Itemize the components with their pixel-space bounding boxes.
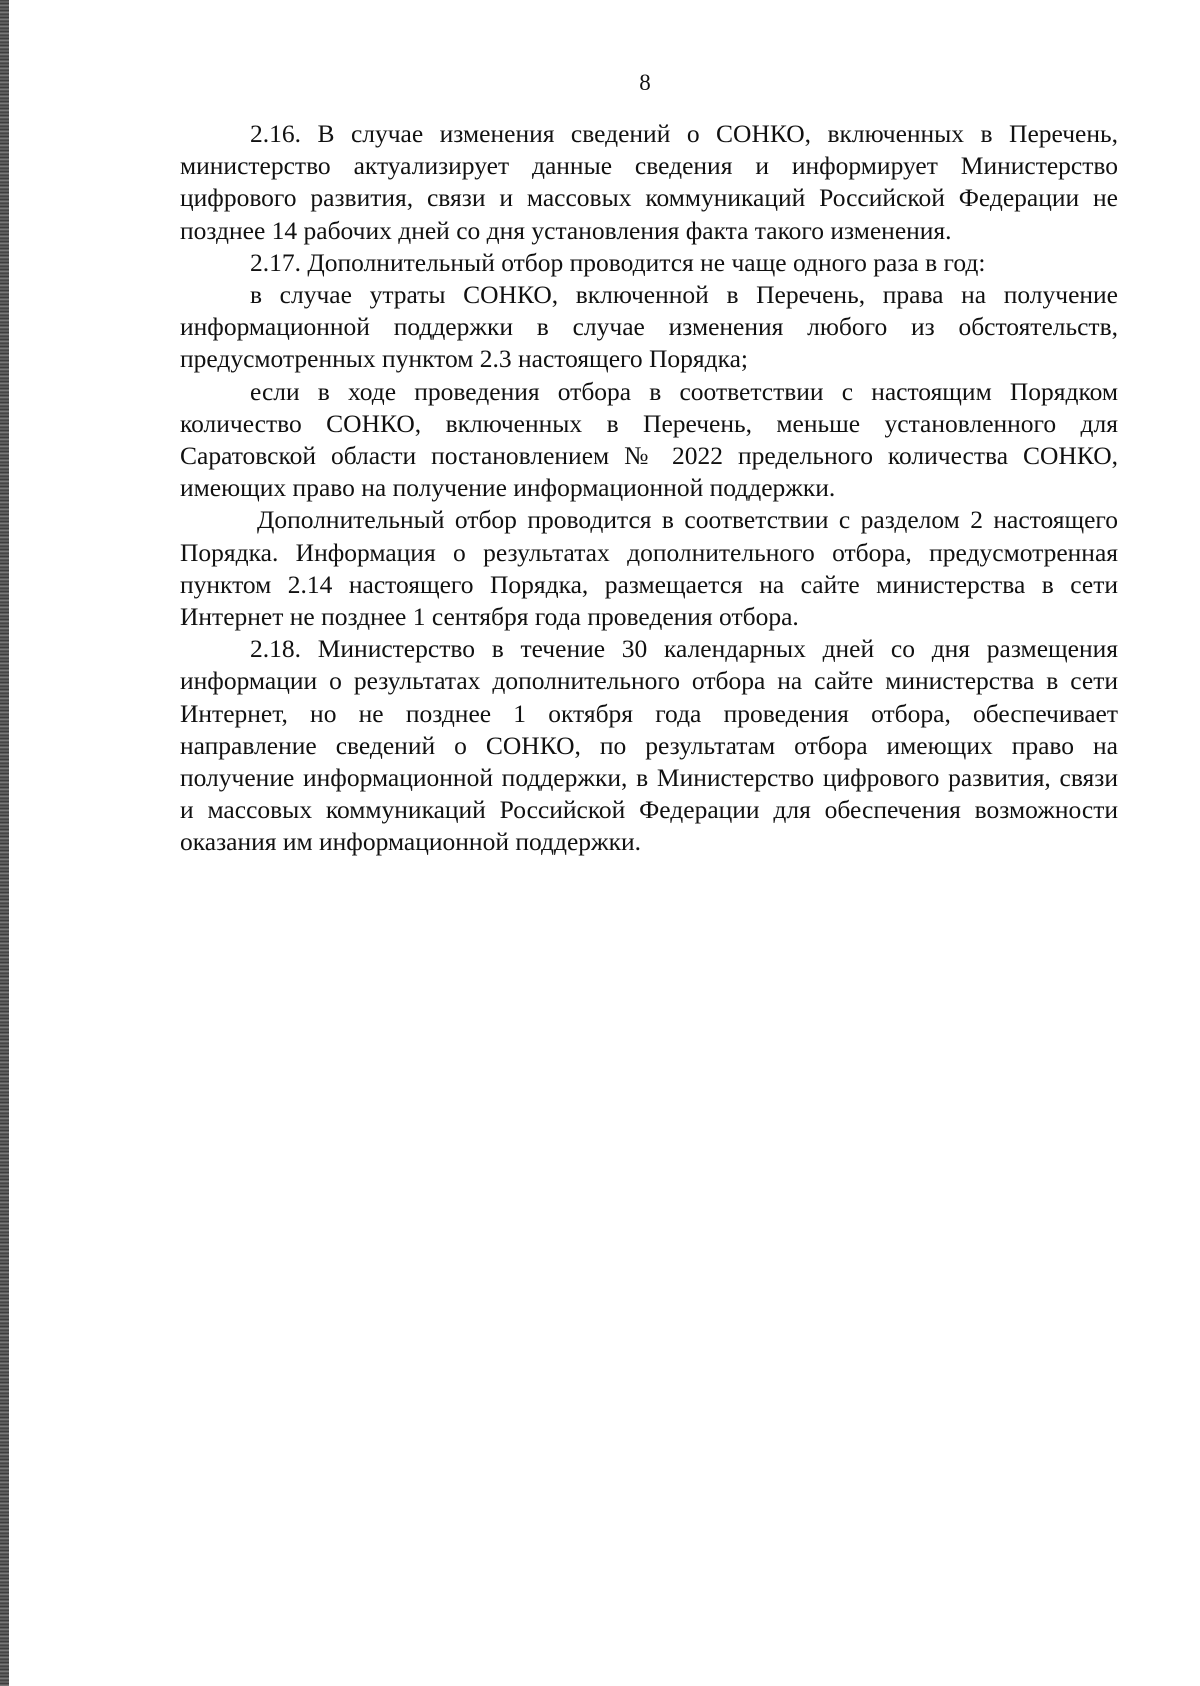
paragraph-additional-selection: Дополнительный отбор проводится в соответствии с разделом 2 настоящего Порядка. Информация о результатах дополнительного отбора, предусмотренная пунктом 2.14 настоящего Порядка, размещается на сайте министерства в сети Интернет не позднее 1 сентября года проведения отбора.	[180, 505, 1118, 632]
paragraph-2-17-case-shortage: если в ходе проведения отбора в соответствии с настоящим Порядком количество СОНКО, включенных в Перечень, меньше установленного для Саратовской области постановлением № 2022 предельного количества СОНКО, имеющих право на получение информационной поддержки.	[180, 376, 1118, 503]
page-number: 8	[639, 70, 651, 95]
paragraph-2-18: 2.18. Министерство в течение 30 календарных дней со дня размещения информации о результатах дополнительного отбора на сайте министерства в сети Интернет, но не позднее 1 октября года проведения отбора, обеспечивает направление сведений о СОНКО, по результатам отбора имеющих право на получение информационной поддержки, в Министерство цифрового развития, связи и массовых коммуникаций Российской Федерации для обеспечения возможности оказания им информационной поддержки.	[180, 634, 1118, 857]
paragraph-2-16: 2.16. В случае изменения сведений о СОНКО, включенных в Перечень, министерство актуализирует данные сведения и информирует Министерство цифрового развития, связи и массовых коммуникаций Российской Федерации не позднее 14 рабочих дней со дня установления факта такого изменения.	[180, 119, 1118, 245]
paragraph-2-17-case-loss: в случае утраты СОНКО, включенной в Перечень, права на получение информационной поддержки в случае изменения любого из обстоятельств, предусмотренных пунктом 2.3 настоящего Порядка;	[180, 280, 1118, 374]
document-body	[180, 118, 1118, 859]
paragraph-2-17: 2.17. Дополнительный отбор проводится не чаще одного раза в год:	[250, 247, 986, 277]
